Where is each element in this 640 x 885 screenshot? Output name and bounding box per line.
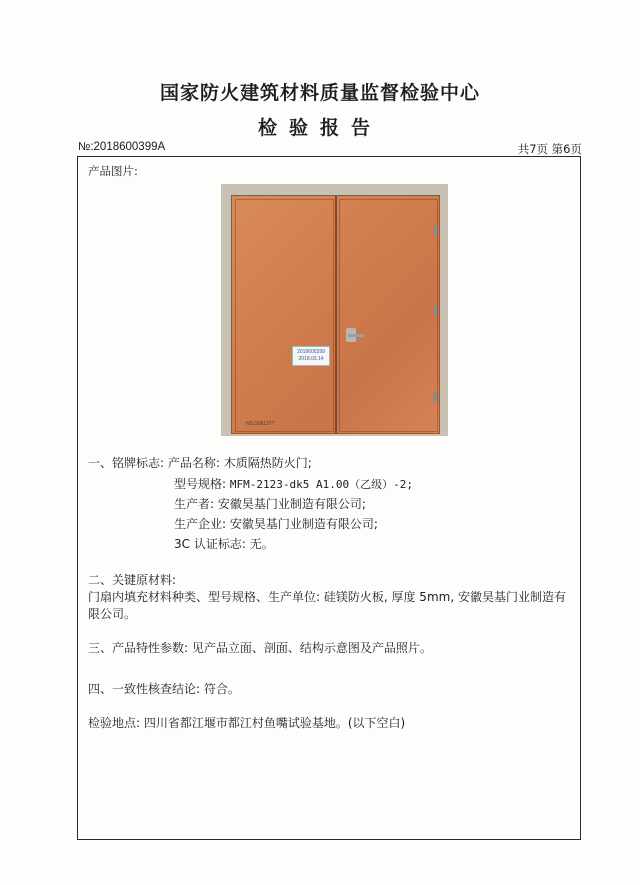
location-row xyxy=(88,715,405,731)
sticker-line2: 2018.03.14 xyxy=(298,356,324,362)
producer-value: 安徽昊基门业制造有限公司; xyxy=(217,497,366,511)
door-leaf-right xyxy=(339,199,438,432)
hinge-icon xyxy=(433,391,437,401)
enterprise-value: 安徽昊基门业制造有限公司; xyxy=(229,517,378,531)
location-label: 检验地点: xyxy=(88,716,141,730)
sticker-line1: 2018600399 xyxy=(297,349,325,355)
hinge-icon xyxy=(433,226,437,236)
nameplate-heading-row xyxy=(88,455,312,471)
fire-door-image xyxy=(231,195,440,434)
model-row xyxy=(174,476,413,493)
door-lever-icon xyxy=(348,334,364,337)
consistency-heading: 四、一致性核查结论: xyxy=(88,682,201,696)
product-name-label: 产品名称: xyxy=(167,456,220,470)
hinge-icon xyxy=(433,306,437,316)
materials-heading: 二、关键原材料: xyxy=(88,573,177,587)
model-value: MFM-2123-dk5 A1.00（乙级）-2; xyxy=(229,478,413,491)
materials-line1: 门扇内填充材料种类、型号规格、生产单位: 硅镁防火板, 厚度 5mm, 安徽昊基门业制造有 xyxy=(88,590,566,604)
characteristics-text: 见产品立面、剖面、结构示意图及产品照片。 xyxy=(191,641,432,655)
enterprise-label: 生产企业: xyxy=(174,517,227,531)
photo-label: 产品图片: xyxy=(88,164,138,178)
producer-row xyxy=(174,496,366,512)
consistency-row xyxy=(88,681,240,697)
door-leaf-left xyxy=(235,199,334,432)
door-frame xyxy=(221,184,448,436)
producer-label: 生产者: xyxy=(174,497,215,511)
sample-sticker xyxy=(292,346,330,366)
materials-line2: 限公司。 xyxy=(88,607,137,621)
model-label: 型号规格: xyxy=(174,477,227,491)
consistency-text: 符合。 xyxy=(203,682,240,696)
organization-title: 国家防火建筑材料质量监督检验中心 xyxy=(159,82,480,104)
door-marking: NO.5081377 xyxy=(246,421,275,427)
enterprise-row xyxy=(174,516,378,532)
product-photo xyxy=(221,184,448,436)
characteristics-heading: 三、产品特性参数: xyxy=(88,641,189,655)
page-indicator: 共7页 第6页 xyxy=(517,142,582,156)
document-title: 检验报告 xyxy=(257,117,382,139)
characteristics-row xyxy=(88,640,432,656)
nameplate-heading: 一、铭牌标志: xyxy=(88,456,165,470)
product-name-value: 木质隔热防火门; xyxy=(223,456,312,470)
report-number: №:2018600399A xyxy=(78,141,166,153)
door-seam xyxy=(335,196,337,433)
cert-row xyxy=(174,536,274,552)
location-text: 四川省都江堰市都江村鱼嘴试验基地。(以下空白) xyxy=(143,716,406,730)
cert-value: 无。 xyxy=(249,537,274,551)
scan-artifact xyxy=(628,535,634,625)
cert-label: 3C 认证标志: xyxy=(174,537,246,551)
